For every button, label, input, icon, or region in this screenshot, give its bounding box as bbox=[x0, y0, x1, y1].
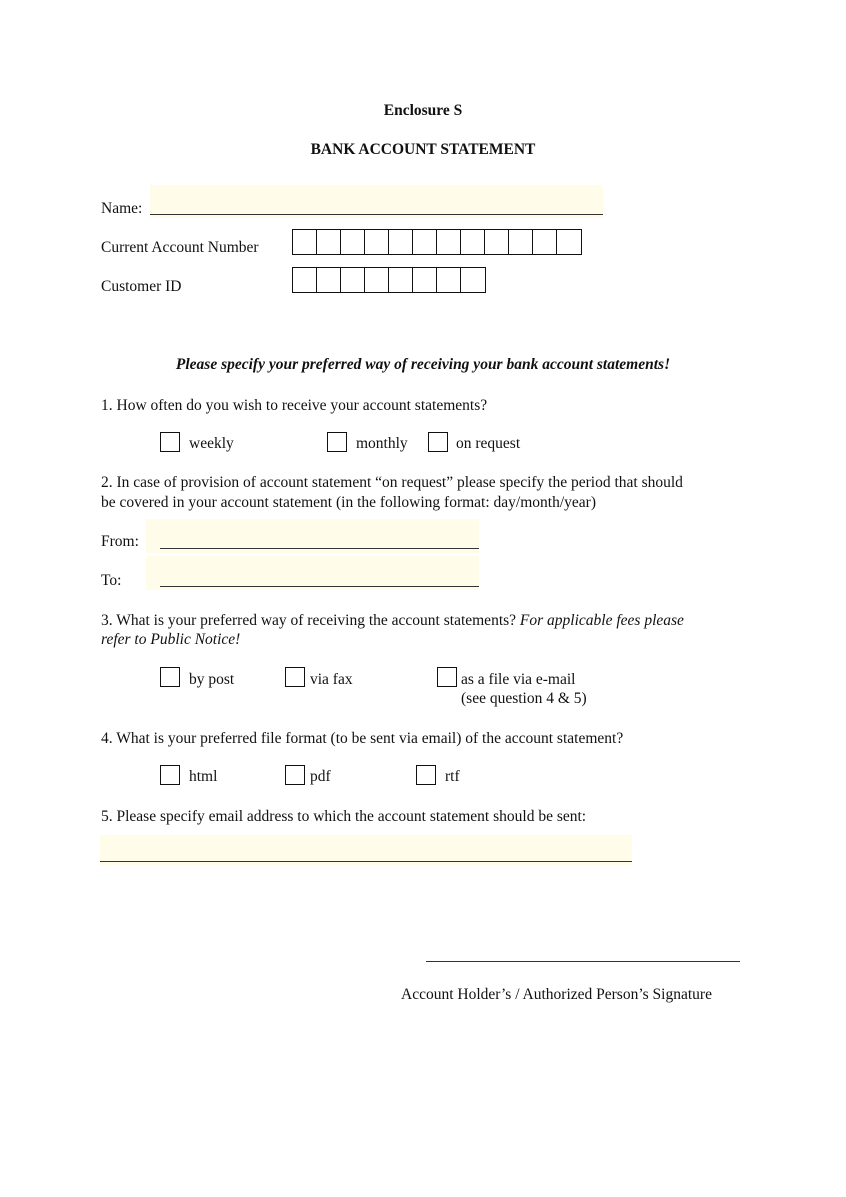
pdf-label: pdf bbox=[310, 768, 331, 785]
to-date-underline bbox=[160, 586, 479, 587]
customer-id-digit-box[interactable] bbox=[293, 268, 317, 292]
email-file-label: as a file via e-mail bbox=[461, 671, 576, 688]
customer-id-digit-box[interactable] bbox=[365, 268, 389, 292]
monthly-checkbox[interactable] bbox=[327, 432, 347, 452]
instruction-text: Please specify your preferred way of receiving your bank account statements! bbox=[175, 356, 671, 373]
account-number-digit-box[interactable] bbox=[389, 230, 413, 254]
enclosure-label: Enclosure S bbox=[383, 102, 463, 119]
weekly-checkbox[interactable] bbox=[160, 432, 180, 452]
weekly-label: weekly bbox=[189, 435, 234, 452]
customer-id-digit-box[interactable] bbox=[461, 268, 485, 292]
account-number-digit-box[interactable] bbox=[557, 230, 581, 254]
account-number-digit-box[interactable] bbox=[317, 230, 341, 254]
q2-text-line2: be covered in your account statement (in the following format: day/month/year) bbox=[101, 494, 596, 511]
account-number-boxes[interactable] bbox=[292, 229, 582, 255]
rtf-label: rtf bbox=[445, 768, 460, 785]
email-address-underline bbox=[100, 861, 632, 862]
from-date-input[interactable] bbox=[146, 519, 479, 553]
email-file-checkbox[interactable] bbox=[437, 667, 457, 687]
on-request-label: on request bbox=[456, 435, 521, 452]
account-number-digit-box[interactable] bbox=[293, 230, 317, 254]
rtf-checkbox[interactable] bbox=[416, 765, 436, 785]
q5-text: 5. Please specify email address to which the account statement should be sent: bbox=[101, 808, 587, 825]
to-label: To: bbox=[101, 572, 122, 589]
by-post-label: by post bbox=[189, 671, 235, 688]
page-title: BANK ACCOUNT STATEMENT bbox=[310, 141, 536, 158]
customer-id-digit-box[interactable] bbox=[389, 268, 413, 292]
q3-question: 3. What is your preferred way of receiving the account statements? bbox=[101, 612, 520, 629]
account-number-digit-box[interactable] bbox=[509, 230, 533, 254]
pdf-checkbox[interactable] bbox=[285, 765, 305, 785]
account-number-digit-box[interactable] bbox=[485, 230, 509, 254]
customer-id-digit-box[interactable] bbox=[341, 268, 365, 292]
on-request-checkbox[interactable] bbox=[428, 432, 448, 452]
account-number-digit-box[interactable] bbox=[533, 230, 557, 254]
via-fax-label: via fax bbox=[310, 671, 353, 688]
customer-id-label: Customer ID bbox=[101, 278, 182, 295]
from-label: From: bbox=[101, 533, 139, 550]
customer-id-digit-box[interactable] bbox=[317, 268, 341, 292]
signature-caption: Account Holder’s / Authorized Person’s Signature bbox=[401, 986, 712, 1003]
q2-text-line1: 2. In case of provision of account statement “on request” please specify the period that should bbox=[101, 474, 683, 491]
html-label: html bbox=[189, 768, 218, 785]
name-underline bbox=[150, 214, 603, 215]
name-input[interactable] bbox=[150, 185, 603, 218]
via-fax-checkbox[interactable] bbox=[285, 667, 305, 687]
account-number-digit-box[interactable] bbox=[437, 230, 461, 254]
from-date-underline bbox=[160, 548, 479, 549]
customer-id-digit-box[interactable] bbox=[413, 268, 437, 292]
monthly-label: monthly bbox=[356, 435, 408, 452]
q3-fee-note-line2: refer to Public Notice! bbox=[101, 631, 241, 648]
by-post-checkbox[interactable] bbox=[160, 667, 180, 687]
q4-text: 4. What is your preferred file format (to be sent via email) of the account statement? bbox=[101, 730, 624, 747]
account-number-label: Current Account Number bbox=[101, 239, 259, 256]
account-number-digit-box[interactable] bbox=[341, 230, 365, 254]
account-number-digit-box[interactable] bbox=[461, 230, 485, 254]
q3-fee-note-line1: For applicable fees please bbox=[519, 612, 684, 629]
html-checkbox[interactable] bbox=[160, 765, 180, 785]
name-label: Name: bbox=[101, 200, 143, 217]
signature-line[interactable] bbox=[426, 961, 740, 962]
account-number-digit-box[interactable] bbox=[413, 230, 437, 254]
q3-text bbox=[101, 612, 684, 630]
email-address-input[interactable] bbox=[100, 835, 632, 865]
to-date-input[interactable] bbox=[146, 556, 479, 590]
customer-id-digit-box[interactable] bbox=[437, 268, 461, 292]
q1-text: 1. How often do you wish to receive your account statements? bbox=[101, 397, 488, 414]
account-number-digit-box[interactable] bbox=[365, 230, 389, 254]
customer-id-boxes[interactable] bbox=[292, 267, 486, 293]
email-file-note: (see question 4 & 5) bbox=[461, 690, 587, 707]
